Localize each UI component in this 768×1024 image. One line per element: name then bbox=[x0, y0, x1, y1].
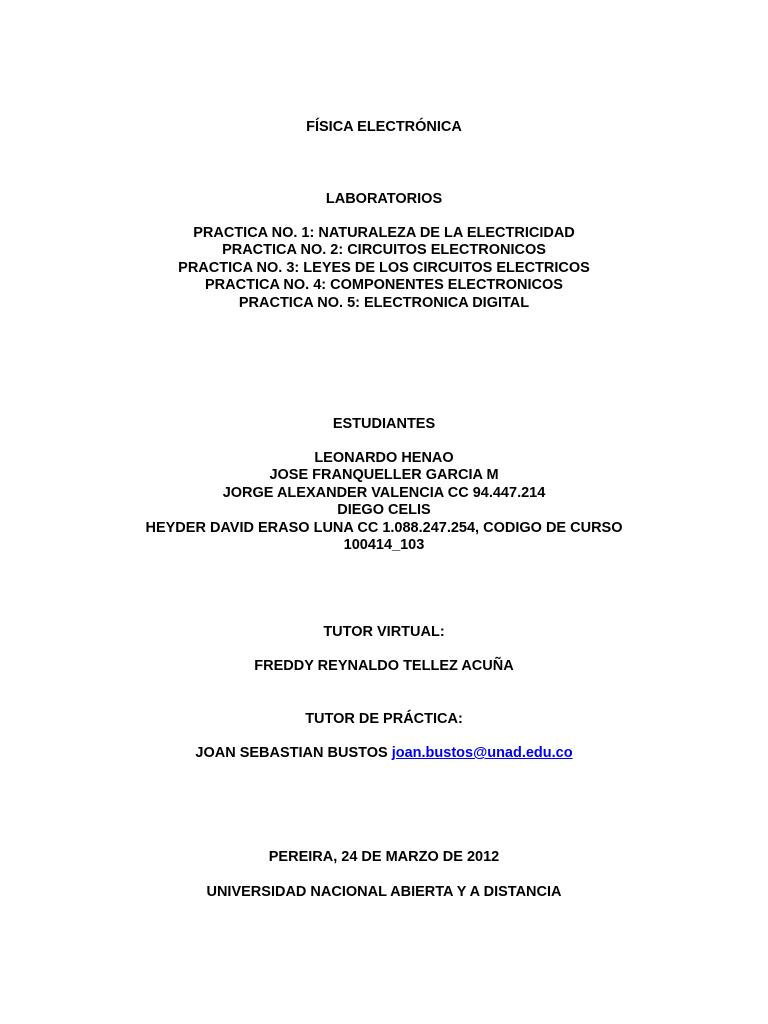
student-name: JORGE ALEXANDER VALENCIA CC 94.447.214 bbox=[222, 484, 546, 501]
student-name: HEYDER DAVID ERASO LUNA CC 1.088.247.254, CODIGO DE CURSO bbox=[145, 519, 623, 536]
practice-item: PRACTICA NO. 2: CIRCUITOS ELECTRONICOS bbox=[222, 242, 546, 259]
virtual-tutor-name: FREDDY REYNALDO TELLEZ ACUÑA bbox=[254, 658, 514, 674]
practice-item: PRACTICA NO. 3: LEYES DE LOS CIRCUITOS ELECTRICOS bbox=[178, 259, 590, 276]
practice-tutor-line bbox=[0, 745, 768, 762]
place-date: PEREIRA, 24 DE MARZO DE 2012 bbox=[268, 849, 500, 865]
institution-name: UNIVERSIDAD NACIONAL ABIERTA Y A DISTANCIA bbox=[206, 884, 562, 900]
practice-item: PRACTICA NO. 5: ELECTRONICA DIGITAL bbox=[238, 294, 530, 311]
student-name: JOSE FRANQUELLER GARCIA M bbox=[269, 467, 499, 484]
students-heading: ESTUDIANTES bbox=[332, 416, 436, 432]
section-heading: LABORATORIOS bbox=[325, 191, 443, 207]
practice-item: PRACTICA NO. 4: COMPONENTES ELECTRONICOS bbox=[205, 277, 563, 294]
virtual-tutor-heading: TUTOR VIRTUAL: bbox=[323, 624, 445, 640]
practice-item: PRACTICA NO. 1: NATURALEZA DE LA ELECTRICIDAD bbox=[193, 225, 575, 241]
practice-tutor-heading: TUTOR DE PRÁCTICA: bbox=[305, 711, 463, 727]
students-list bbox=[0, 450, 768, 554]
practices-list bbox=[0, 225, 768, 312]
course-title: FÍSICA ELECTRÓNICA bbox=[306, 119, 462, 135]
practice-tutor-name: JOAN SEBASTIAN BUSTOS bbox=[195, 745, 388, 761]
student-name: DIEGO CELIS bbox=[337, 502, 431, 519]
student-name: LEONARDO HENAO bbox=[314, 450, 454, 466]
course-code: 100414_103 bbox=[343, 537, 425, 554]
practice-tutor-email-link[interactable]: joan.bustos@unad.edu.co bbox=[391, 745, 573, 761]
